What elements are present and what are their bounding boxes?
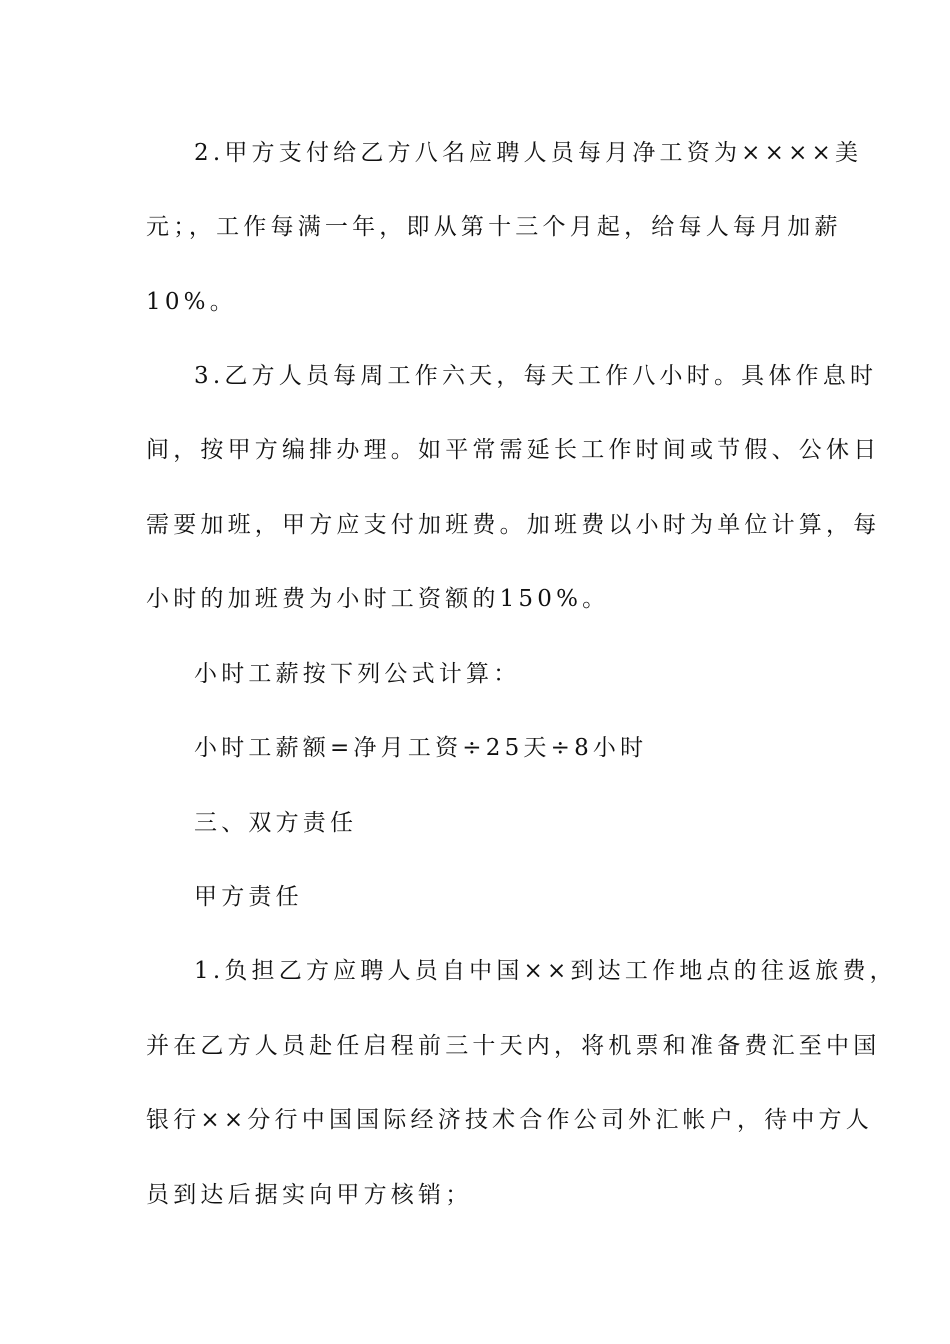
item-1-line-4: 员到达后据实向甲方核销； bbox=[146, 1182, 473, 1208]
paragraph-2-line-1: 2.甲方支付给乙方八名应聘人员每月净工资为××××美 bbox=[194, 140, 863, 166]
formula-intro: 小时工薪按下列公式计算： bbox=[194, 661, 521, 687]
formula: 小时工薪额=净月工资÷25天÷8小时 bbox=[194, 735, 648, 761]
section-heading: 三、双方责任 bbox=[194, 810, 358, 836]
item-1-line-3: 银行××分行中国国际经济技术合作公司外汇帐户，待中方人 bbox=[146, 1107, 873, 1133]
item-1-line-2: 并在乙方人员赴任启程前三十天内，将机票和准备费汇至中国 bbox=[146, 1033, 881, 1059]
paragraph-2-line-3: 10%。 bbox=[146, 289, 237, 315]
paragraph-2-line-2: 元；，工作每满一年，即从第十三个月起，给每人每月加薪 bbox=[146, 214, 842, 240]
subsection-heading: 甲方责任 bbox=[194, 884, 303, 910]
paragraph-3-line-1: 3.乙方人员每周工作六天，每天工作八小时。具体作息时 bbox=[194, 363, 878, 389]
paragraph-3-line-3: 需要加班，甲方应支付加班费。加班费以小时为单位计算，每 bbox=[146, 512, 881, 538]
item-1-line-1: 1.负担乙方应聘人员自中国××到达工作地点的往返旅费， bbox=[194, 958, 897, 984]
paragraph-3-line-2: 间，按甲方编排办理。如平常需延长工作时间或节假、公休日 bbox=[146, 437, 881, 463]
paragraph-3-line-4: 小时的加班费为小时工资额的150%。 bbox=[146, 586, 610, 612]
